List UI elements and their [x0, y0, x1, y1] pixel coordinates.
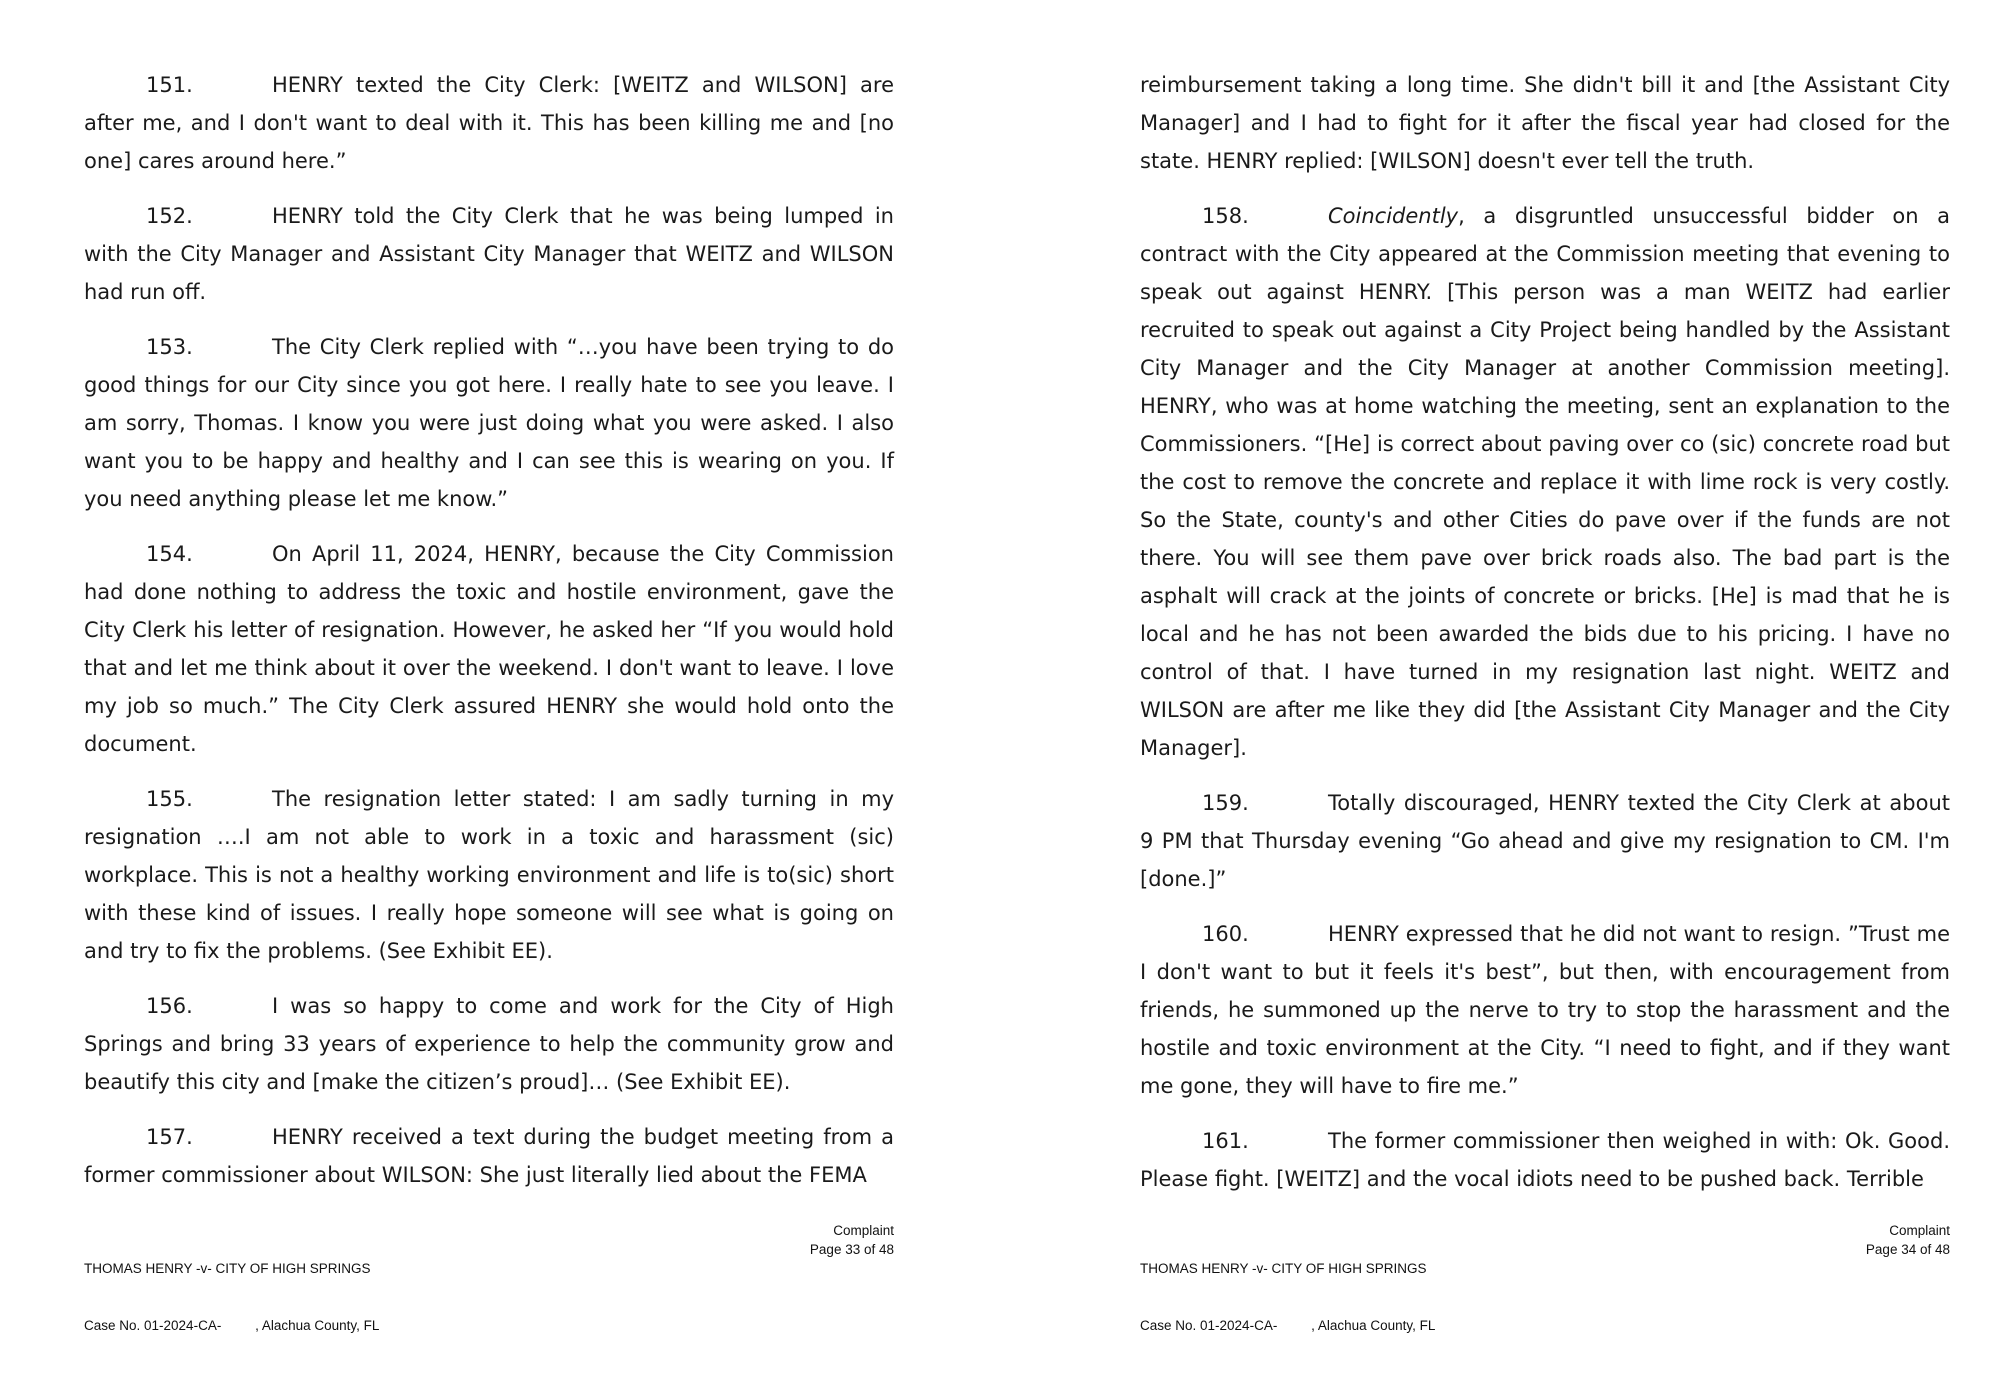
page-33 — [0, 0, 1000, 1333]
page-33-body — [84, 66, 894, 1211]
footer-case-title: THOMAS HENRY -v- CITY OF HIGH SPRINGS — [1140, 1261, 1427, 1276]
paragraph-156 — [84, 987, 894, 1101]
paragraph-number: 160. — [1202, 922, 1249, 946]
paragraph-153 — [84, 328, 894, 518]
paragraph-number: 154. — [146, 542, 193, 566]
paragraph-151 — [84, 66, 894, 180]
paragraph-text: reimbursement taking a long time. She didn't bill it and [the Assistant City Manager] and I had to fight for it after the fiscal year had closed for the state. HENRY replied: [WILSON] doesn't ever tell the truth. — [1140, 73, 1950, 173]
paragraph-number: 158. — [1202, 204, 1249, 228]
paragraph-number: 155. — [146, 787, 193, 811]
paragraph-number: 161. — [1202, 1129, 1249, 1153]
paragraph-158 — [1140, 197, 1950, 767]
paragraph-161 — [1140, 1122, 1950, 1198]
paragraph-157 — [84, 1118, 894, 1194]
page-34 — [1000, 0, 2000, 1333]
paragraph-text: I was so happy to come and work for the City of High Springs and bring 33 years of experience to help the community grow and beautify this city and [make the citizen’s proud]… (See Exhibit EE). — [84, 994, 894, 1094]
paragraph-text: HENRY expressed that he did not want to resign. ”Trust me I don't want to but it feels it's best”, but then, with encouragement from friends, he summoned up the nerve to try to stop the harassment and the hostile and toxic environment at the City. “I need to fight, and if they want me gone, they will have to fire me.” — [1140, 922, 1950, 1098]
paragraph-159 — [1140, 784, 1950, 898]
page-34-body — [1140, 66, 1950, 1215]
footer-case-number: Case No. 01-2024-CA- , Alachua County, FL — [84, 1318, 380, 1333]
paragraph-text: The City Clerk replied with “…you have been trying to do good things for our City since you got here. I really hate to see you leave. I am sorry, Thomas. I know you were just doing what you were asked. I also want you to be happy and healthy and I can see this is wearing on you. If you need anything please let me know.” — [84, 335, 894, 511]
paragraph-number: 151. — [146, 73, 193, 97]
footer-page-number: Page 33 of 48 — [809, 1242, 894, 1257]
footer-case-info — [1140, 1221, 1435, 1373]
paragraph-text: Totally discouraged, HENRY texted the City Clerk at about 9 PM that Thursday evening “Go ahead and give my resignation to CM. I'm [done.]” — [1140, 791, 1950, 891]
paragraph-154 — [84, 535, 894, 763]
paragraph-number: 156. — [146, 994, 193, 1018]
footer-doc-info — [810, 1221, 894, 1259]
footer-case-number: Case No. 01-2024-CA- , Alachua County, FL — [1140, 1318, 1436, 1333]
paragraph-157-continuation — [1140, 66, 1950, 180]
paragraph-text: The resignation letter stated: I am sadly turning in my resignation ….I am not able to work in a toxic and harassment (sic) workplace. This is not a healthy working environment and life is to(sic) short with these kind of issues. I really hope someone will see what is going on and try to fix the problems. (See Exhibit EE). — [84, 787, 894, 963]
footer-doc-info — [1866, 1221, 1950, 1259]
footer-page-number: Page 34 of 48 — [1865, 1242, 1950, 1257]
paragraph-152 — [84, 197, 894, 311]
paragraph-text: HENRY received a text during the budget meeting from a former commissioner about WILSON: She just literally lied about the FEMA — [84, 1125, 894, 1187]
paragraph-number: 153. — [146, 335, 193, 359]
paragraph-text: The former commissioner then weighed in with: Ok. Good. Please fight. [WEITZ] and the vocal idiots need to be pushed back. Terrible — [1140, 1129, 1950, 1191]
paragraph-number: 152. — [146, 204, 193, 228]
paragraph-160 — [1140, 915, 1950, 1105]
emphasis-text: Coincidently — [1328, 204, 1459, 228]
paragraph-text: HENRY texted the City Clerk: [WEITZ and WILSON] are after me, and I don't want to deal with it. This has been killing me and [no one] cares around here.” — [84, 73, 894, 173]
paragraph-155 — [84, 780, 894, 970]
footer-case-info — [84, 1221, 379, 1373]
paragraph-text: HENRY told the City Clerk that he was being lumped in with the City Manager and Assistant City Manager that WEITZ and WILSON had run off. — [84, 204, 894, 304]
footer-doc-type: Complaint — [1889, 1223, 1950, 1238]
paragraph-number: 157. — [146, 1125, 193, 1149]
footer-doc-type: Complaint — [833, 1223, 894, 1238]
paragraph-number: 159. — [1202, 791, 1249, 815]
paragraph-text: On April 11, 2024, HENRY, because the City Commission had done nothing to address the toxic and hostile environment, gave the City Clerk his letter of resignation. However, he asked her “If you would hold that and let me think about it over the weekend. I don't want to leave. I love my job so much.” The City Clerk assured HENRY she would hold onto the document. — [84, 542, 894, 756]
paragraph-text: , a disgruntled unsuccessful bidder on a contract with the City appeared at the Commission meeting that evening to speak out against HENRY. [This person was a man WEITZ had earlier recruited to speak out against a City Project being handled by the Assistant City Manager and the City Manager at another Commission meeting]. HENRY, who was at home watching the meeting, sent an explanation to the Commissioners. “[He] is correct about paving over co (sic) concrete road but the cost to remove the concrete and replace it with lime rock is very costly. So the State, county's and other Cities do pave over if the funds are not there. You will see them pave over brick roads also. The bad part is the asphalt will crack at the joints of concrete or bricks. [He] is mad that he is local and he has not been awarded the bids due to his pricing. I have no control of that. I have turned in my resignation last night. WEITZ and WILSON are after me like they did [the Assistant City Manager and the City Manager]. — [1140, 204, 1950, 760]
footer-case-title: THOMAS HENRY -v- CITY OF HIGH SPRINGS — [84, 1261, 371, 1276]
